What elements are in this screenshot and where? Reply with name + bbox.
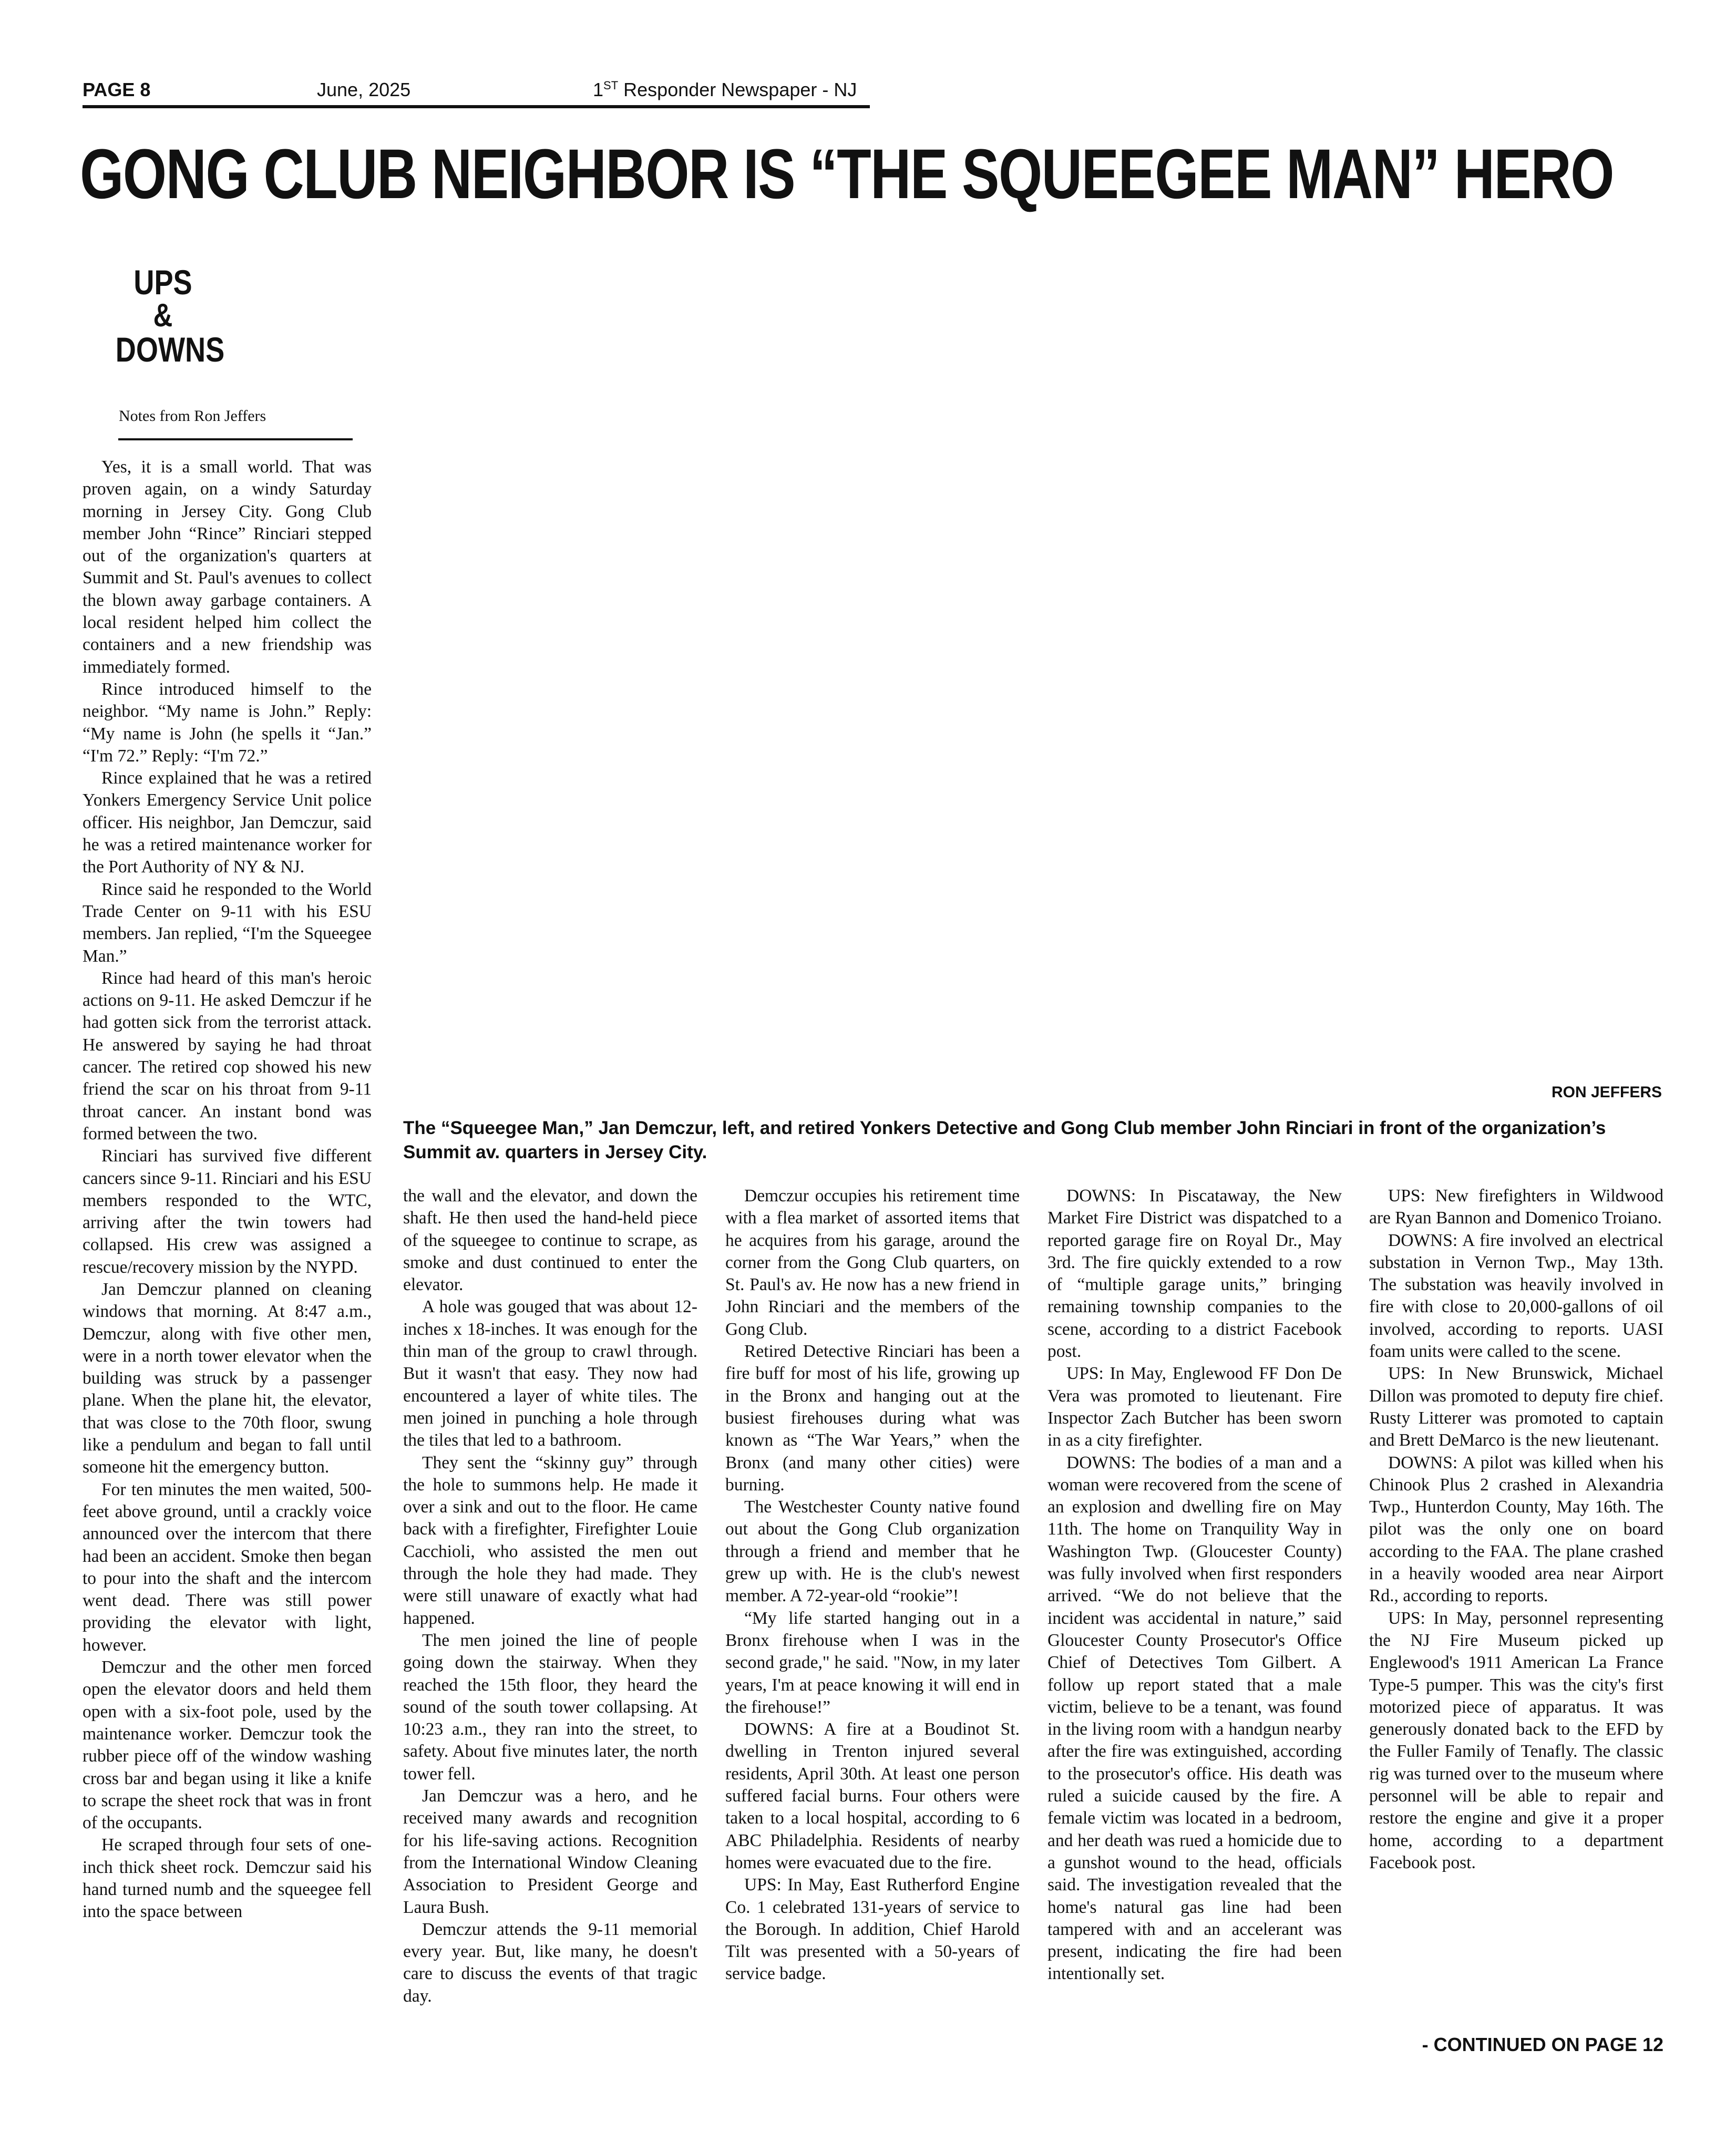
paragraph: Rince introduced himself to the neighbor. “My name is John.” Reply: “My name is John (he spells it “Jan.” “I'm 72.” Reply: “I'm 72.”: [83, 679, 372, 766]
paragraph: A hole was gouged that was about 12-inches x 18-inches. It was enough for the thin man of the group to crawl through. But it wasn't that easy. They now had encountered a layer of white tiles. The men joined in punching a hole through the tiles that led to a bathroom.: [403, 1297, 697, 1450]
paragraph: Demczur occupies his retirement time with a flea market of assorted items that he acquires from his garage, around the corner from the Gong Club quarters, on St. Paul's av. He now has a new friend in John Rinciari and the members of the Gong Club.: [725, 1186, 1020, 1339]
paragraph: Jan Demczur was a hero, and he received many awards and recognition for his life-saving actions. Recognition from the International Window Cleaning Association to President George and Laura Bush.: [403, 1786, 697, 1917]
paragraph: Retired Detective Rinciari has been a fire buff for most of his life, growing up in the Bronx and hanging out at the busiest firehouses during what was known as “The War Years,” when the Bronx (and many other cities) were burning.: [725, 1342, 1020, 1495]
page-number: PAGE 8: [83, 79, 151, 100]
article-column-1: [83, 456, 372, 1923]
newspaper-name: [593, 79, 857, 101]
logo-line-downs: DOWNS: [115, 330, 225, 369]
paragraph: The Westchester County native found out about the Gong Club organization through a friend and member that he grew up with. He is the club's newest member. A 72-year-old “rookie”!: [725, 1497, 1020, 1606]
paragraph: They sent the “skinny guy” through the hole to summons help. He made it over a sink and out to the floor. He came back with a firefighter, Firefighter Louie Cacchioli, who assisted the men out through the hole they had made. They were still unaware of exactly what had happened.: [403, 1453, 697, 1628]
paragraph: For ten minutes the men waited, 500-feet above ground, until a crackly voice announced over the intercom that there had been an accident. Smoke then began to pour into the shaft and the intercom went dead. There was still power providing the elevator with light, however.: [83, 1479, 372, 1655]
paragraph: DOWNS: A fire at a Boudinot St. dwelling in Trenton injured several residents, April 30th. At least one person suffered facial burns. Four others were taken to a local hospital, according to 6 ABC Philadelphia. Residents of nearby homes were evacuated due to the fire.: [725, 1719, 1020, 1872]
paragraph: DOWNS: A pilot was killed when his Chinook Plus 2 crashed in Alexandria Twp., Hunterdon County, May 16th. The pilot was the only one on board according to the FAA. The plane crashed in a heavily wooded area near Airport Rd., according to reports.: [1369, 1453, 1663, 1606]
article-headline: GONG CLUB NEIGHBOR IS “THE SQUEEGEE MAN” HERO: [80, 135, 1614, 213]
paragraph: Rince explained that he was a retired Yonkers Emergency Service Unit police officer. His neighbor, Jan Demczur, said he was a retired maintenance worker for the Port Authority of NY & NJ.: [83, 768, 372, 877]
paragraph: UPS: In May, East Rutherford Engine Co. 1 celebrated 131-years of service to the Borough. In addition, Chief Harold Tilt was presented with a 50-years of service badge.: [725, 1875, 1020, 1984]
paragraph: Rinciari has survived five different cancers since 9-11. Rinciari and his ESU members responded to the WTC, arriving after the twin towers had collapsed. His crew was assigned a rescue/recovery mission by the NYPD.: [83, 1146, 372, 1277]
paragraph: He scraped through four sets of one-inch thick sheet rock. Demczur said his hand turned numb and the squeegee fell into the space between: [83, 1835, 372, 1922]
newspaper-title: Responder Newspaper - NJ: [618, 79, 857, 100]
folio-rule: [83, 105, 870, 108]
logo-line-ampersand: &: [153, 297, 173, 334]
issue-date: June, 2025: [317, 79, 411, 100]
article-column-3: [725, 1185, 1020, 1985]
paragraph: The men joined the line of people going down the stairway. When they reached the 15th floor, they heard the sound of the south tower collapsing. At 10:23 a.m., they ran into the street, to safety. About five minutes later, the north tower fell.: [403, 1630, 697, 1784]
byline-rule: [118, 438, 353, 440]
photo-area: [403, 247, 1662, 1077]
paragraph: Rince said he responded to the World Trade Center on 9-11 with his ESU members. Jan replied, “I'm the Squeegee Man.”: [83, 879, 372, 966]
ups-downs-logo: [105, 263, 225, 369]
paragraph-continued: the wall and the elevator, and down the shaft. He then used the hand-held piece of the squeegee to continue to scrape, as smoke and dust continued to enter the elevator.: [403, 1186, 697, 1295]
continued-notice: - CONTINUED ON PAGE 12: [1422, 2034, 1663, 2055]
paragraph: Yes, it is a small world. That was proven again, on a windy Saturday morning in Jersey City. Gong Club member John “Rince” Rinciari stepped out of the organization's quarters at Summit and St. Paul's avenues to collect the blown away garbage containers. A local resident helped him collect the containers and a new friendship was immediately formed.: [83, 457, 372, 677]
article-column-2: [403, 1185, 697, 2007]
newspaper-ordinal: 1: [593, 79, 604, 100]
paragraph: “My life started hanging out in a Bronx firehouse when I was in the second grade," he said. "Now, in my later years, I'm at peace knowing it will end in the firehouse!”: [725, 1608, 1020, 1717]
newspaper-ordinal-suffix: ST: [603, 79, 619, 92]
paragraph: DOWNS: In Piscataway, the New Market Fire District was dispatched to a reported garage fire on Royal Dr., May 3rd. The fire quickly extended to a row of “multiple garage units,” bringing remaining township companies to the scene, according to a district Facebook post.: [1047, 1186, 1342, 1362]
paragraph: Demczur attends the 9-11 memorial every year. But, like many, he doesn't care to discuss the events of that tragic day.: [403, 1919, 697, 2006]
paragraph: UPS: In May, personnel representing the NJ Fire Museum picked up Englewood's 1911 American La France Type-5 pumper. This was the city's first motorized piece of apparatus. It was generously donated back to the EFD by the Fuller Family of Tenafly. The classic rig was turned over to the museum where personnel will be able to repair and restore the engine and give it a proper home, according to a department Facebook post.: [1369, 1608, 1663, 1872]
paragraph: Demczur and the other men forced open the elevator doors and held them open with a six-foot pole, used by the maintenance worker. Demczur took the rubber piece off of the window washing cross bar and began using it like a knife to scrape the sheet rock that was in front of the occupants.: [83, 1657, 372, 1833]
logo-line-ups: UPS: [133, 263, 192, 302]
paragraph: DOWNS: A fire involved an electrical substation in Vernon Twp., May 13th. The substation was heavily involved in fire with close to 20,000-gallons of oil involved, according to reports. UASI foam units were called to the scene.: [1369, 1230, 1663, 1362]
paragraph: Rince had heard of this man's heroic actions on 9-11. He asked Demczur if he had gotten sick from the terrorist attack. He answered by saying he had throat cancer. The retired cop showed his new friend the scar on his throat from 9-11 throat cancer. An instant bond was formed between the two.: [83, 968, 372, 1144]
paragraph: UPS: In May, Englewood FF Don De Vera was promoted to lieutenant. Fire Inspector Zach Butcher has been sworn in as a city firefighter.: [1047, 1364, 1342, 1450]
article-column-5: [1369, 1185, 1663, 1874]
paragraph: UPS: In New Brunswick, Michael Dillon was promoted to deputy fire chief. Rusty Litterer was promoted to captain and Brett DeMarco is the new lieutenant.: [1369, 1364, 1663, 1450]
paragraph: Jan Demczur planned on cleaning windows that morning. At 8:47 a.m., Demczur, along with five other men, were in a north tower elevator when the building was struck by a passenger plane. When the plane hit, the elevator, that was close to the 70th floor, swung like a pendulum and began to fall until someone hit the emergency button.: [83, 1279, 372, 1477]
article-column-4: [1047, 1185, 1342, 1985]
photo-credit: RON JEFFERS: [1551, 1084, 1662, 1101]
paragraph: UPS: New firefighters in Wildwood are Ryan Bannon and Domenico Troiano.: [1369, 1186, 1663, 1228]
byline: Notes from Ron Jeffers: [119, 407, 266, 425]
paragraph: DOWNS: The bodies of a man and a woman were recovered from the scene of an explosion and dwelling fire on May 11th. The home on Tranquility Way in Washington Twp. (Gloucester County) was fully involved when first responders arrived. “We do not believe that the incident was accidental in nature,” said Gloucester County Prosecutor's Office Chief of Detectives Tom Gilbert. A follow up report stated that a male victim, believe to be a tenant, was found in the living room with a handgun nearby after the fire was extinguished, according to the prosecutor's office. His death was ruled a suicide caused by the fire. A female victim was located in a bedroom, and her death was rued a homicide due to a gunshot wound to the head, officials said. The investigation revealed that the home's natural gas line had been tampered with and an accelerant was present, indicating the fire had been intentionally set.: [1047, 1453, 1342, 1984]
photo-caption: The “Squeegee Man,” Jan Demczur, left, and retired Yonkers Detective and Gong Club member John Rinciari in front of the organization’s Summit av. quarters in Jersey City.: [403, 1118, 1606, 1162]
